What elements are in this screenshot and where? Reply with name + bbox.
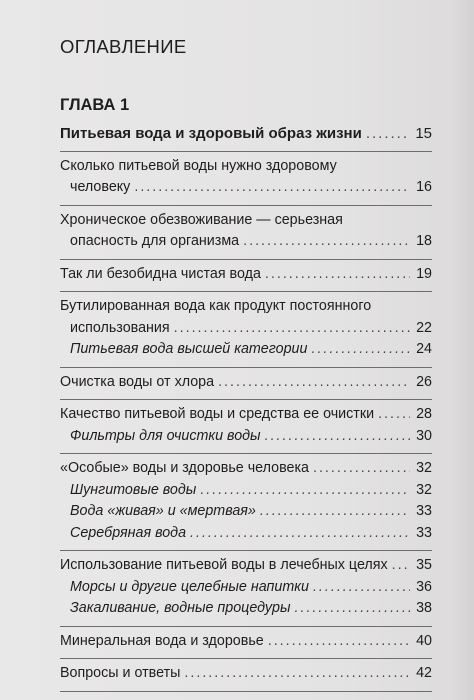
leader-dots bbox=[392, 555, 410, 577]
toc-entry bbox=[60, 454, 432, 551]
toc-entry-title-cont: опасность для организма bbox=[70, 233, 240, 249]
toc-entry bbox=[60, 551, 432, 627]
toc-subentry-title: Фильтры для очистки воды bbox=[70, 427, 261, 444]
leader-dots bbox=[265, 426, 410, 448]
toc-entry bbox=[60, 206, 432, 260]
leader-dots bbox=[134, 177, 410, 199]
toc-entry-page: 26 bbox=[416, 373, 432, 390]
toc-entry bbox=[60, 292, 432, 368]
toc-entry-main bbox=[60, 119, 432, 152]
toc-subentry bbox=[60, 339, 432, 361]
toc-subentry bbox=[60, 577, 432, 599]
toc-entry-page: 22 bbox=[416, 319, 432, 336]
toc-subentry-page: 24 bbox=[416, 341, 432, 357]
toc-subentry-page: 38 bbox=[416, 600, 432, 616]
toc-entry-title-cont: человеку bbox=[70, 179, 131, 195]
leader-dots bbox=[366, 123, 410, 145]
toc-entry-page: 16 bbox=[416, 179, 432, 195]
toc-entry-page: 15 bbox=[415, 125, 432, 142]
toc-subentry bbox=[60, 480, 432, 502]
leader-dots bbox=[313, 458, 410, 480]
toc-entry-page: 19 bbox=[416, 265, 432, 282]
toc-entry-title: Хроническое обезвоживание — серьезная bbox=[60, 211, 343, 228]
toc-entry-title: Использование питьевой воды в лечебных целях bbox=[60, 557, 388, 573]
toc-entry bbox=[60, 368, 432, 401]
toc-subentry bbox=[60, 598, 432, 620]
toc-entry-title: Минеральная вода и здоровье bbox=[60, 632, 264, 649]
toc-entry-title: Вопросы и ответы bbox=[60, 665, 181, 681]
toc-entry-title: Так ли безобидна чистая вода bbox=[60, 265, 261, 282]
leader-dots bbox=[378, 404, 410, 426]
leader-dots bbox=[190, 523, 410, 545]
toc-subentry-title: Серебряная вода bbox=[70, 524, 187, 541]
toc-entry-page: 42 bbox=[416, 665, 432, 681]
leader-dots bbox=[295, 598, 410, 620]
toc-subentry-page: 36 bbox=[416, 578, 432, 595]
toc-subentry-page: 30 bbox=[416, 427, 432, 444]
toc-subentry-page: 33 bbox=[416, 524, 432, 541]
toc-subentry-page: 33 bbox=[416, 503, 432, 519]
leader-dots bbox=[184, 663, 410, 685]
toc-subentry-title: Шунгитовые воды bbox=[70, 481, 197, 498]
toc-entry bbox=[60, 400, 432, 454]
facing-page-edge bbox=[452, 0, 474, 700]
toc-entry bbox=[60, 260, 432, 293]
toc-subentry-title: Вода «живая» и «мертвая» bbox=[70, 503, 256, 519]
toc-entry-title: Сколько питьевой воды нужно здоровому bbox=[60, 157, 337, 174]
leader-dots bbox=[218, 372, 410, 394]
toc-entry-page: 40 bbox=[416, 632, 432, 649]
toc-heading: ОГЛАВЛЕНИЕ bbox=[60, 36, 187, 57]
toc-subentry-page: 32 bbox=[416, 481, 432, 498]
leader-dots bbox=[260, 501, 410, 523]
toc-entry bbox=[60, 152, 432, 206]
toc-entry-title-cont: использования bbox=[70, 319, 170, 336]
toc-subentry bbox=[60, 426, 432, 448]
toc-entry-title: Бутилированная вода как продукт постоянного bbox=[60, 298, 372, 314]
toc-entry-page: 32 bbox=[416, 460, 432, 476]
leader-dots bbox=[313, 577, 410, 599]
toc-subentry bbox=[60, 523, 432, 545]
toc-entry bbox=[60, 659, 432, 692]
toc-entry-page: 18 bbox=[416, 233, 432, 249]
leader-dots bbox=[200, 480, 410, 502]
leader-dots bbox=[243, 231, 410, 253]
toc-subentry-title: Закаливание, водные процедуры bbox=[70, 600, 291, 616]
toc-entry-title: Питьевая вода и здоровый образ жизни bbox=[60, 125, 362, 142]
toc-entry bbox=[60, 627, 432, 660]
toc-entry-page: 35 bbox=[416, 557, 432, 573]
toc-entry-title: Очистка воды от хлора bbox=[60, 373, 215, 390]
toc-entry-title: Качество питьевой воды и средства ее очистки bbox=[60, 406, 375, 422]
toc-subentry-title: Питьевая вода высшей категории bbox=[70, 341, 308, 357]
toc-subentry bbox=[60, 501, 432, 523]
table-of-contents bbox=[60, 36, 432, 692]
leader-dots bbox=[265, 264, 410, 286]
toc-entry-page: 28 bbox=[416, 406, 432, 422]
toc-entry-title: «Особые» воды и здоровье человека bbox=[60, 460, 309, 476]
leader-dots bbox=[268, 631, 410, 653]
toc-subentry-title: Морсы и другие целебные напитки bbox=[70, 578, 309, 595]
chapter-label: ГЛАВА 1 bbox=[60, 96, 130, 114]
leader-dots bbox=[311, 339, 410, 361]
leader-dots bbox=[174, 318, 410, 340]
